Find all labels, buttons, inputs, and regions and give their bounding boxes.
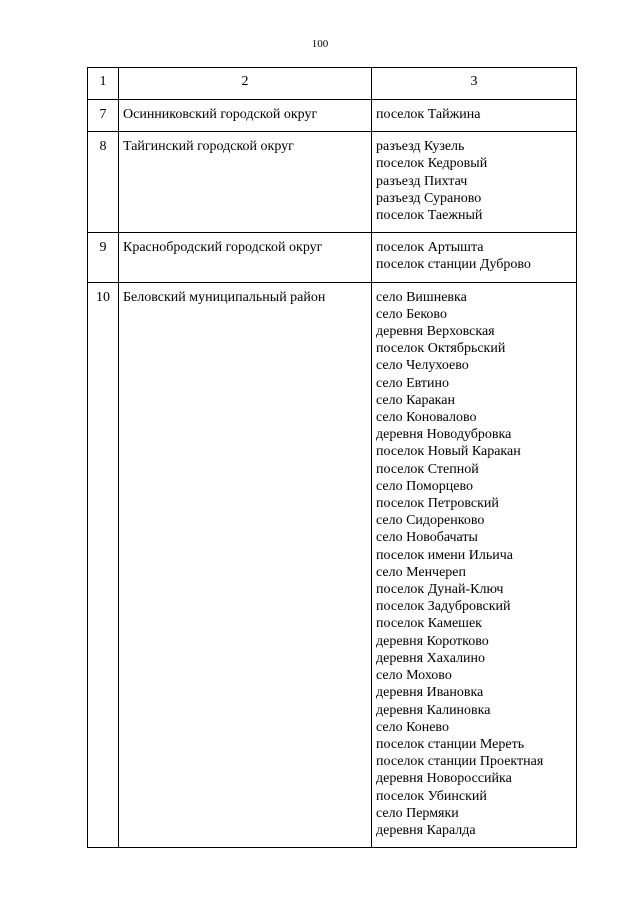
table-header-row [88, 68, 577, 100]
settlement-item: село Челухоево [376, 358, 469, 374]
district-name-cell: Краснобродский городской округ [119, 233, 372, 282]
settlement-item: поселок Тайжина [376, 107, 481, 122]
settlement-item: поселок Дунай-Ключ [376, 582, 504, 598]
settlement-item: разъезд Сураново [376, 190, 482, 206]
settlement-item: село Конево [376, 719, 449, 735]
table-body [88, 100, 577, 848]
settlements-cell [372, 132, 577, 233]
settlement-item: деревня Хахалино [376, 650, 486, 666]
settlement-item: село Каракан [376, 392, 455, 408]
settlement-item: село Коновалово [376, 410, 477, 426]
table-row [88, 100, 577, 132]
settlement-item: разъезд Кузель [376, 139, 465, 155]
row-number-cell: 7 [88, 100, 119, 132]
settlement-item: село Евтино [376, 375, 450, 391]
settlement-item: деревня Верховская [376, 324, 495, 340]
column-header-number: 1 [88, 68, 119, 100]
settlement-item: поселок Таежный [376, 208, 483, 224]
settlement-item: село Вишневка [376, 289, 467, 305]
settlement-item: деревня Новороссийка [376, 771, 512, 787]
settlement-item: поселок имени Ильича [376, 547, 514, 563]
settlement-item: поселок Степной [376, 461, 479, 477]
page-number: 100 [311, 38, 329, 50]
settlement-item: поселок Убинский [376, 788, 487, 804]
column-header-district: 2 [119, 68, 372, 100]
settlements-cell [372, 282, 577, 848]
settlements-table [87, 67, 577, 848]
settlement-item: поселок станции Дуброво [376, 257, 531, 273]
settlement-item: поселок Кедровый [376, 156, 488, 172]
table-row [88, 282, 577, 848]
table-row [88, 233, 577, 282]
settlement-item: поселок Петровский [376, 496, 499, 512]
settlement-item: деревня Каралда [376, 822, 476, 838]
settlement-item: поселок Артышта [376, 240, 484, 256]
settlement-item: поселок Камешек [376, 616, 482, 632]
settlements-cell [372, 233, 577, 282]
settlement-item: село Поморцево [376, 478, 474, 494]
settlement-item: село Беково [376, 306, 447, 322]
settlement-item: село Новобачаты [376, 530, 478, 546]
settlement-item: деревня Новодубровка [376, 427, 512, 443]
table-row [88, 132, 577, 233]
row-number-cell: 10 [88, 282, 119, 848]
row-number-cell: 9 [88, 233, 119, 282]
settlement-item: село Мохово [376, 668, 452, 684]
settlements-cell [372, 100, 577, 132]
settlement-item: село Пермяки [376, 805, 459, 821]
settlement-item: деревня Ивановка [376, 685, 484, 701]
settlement-item: поселок Задубровский [376, 599, 511, 615]
settlement-item: село Сидоренково [376, 513, 485, 529]
column-header-settlements: 3 [372, 68, 577, 100]
settlement-item: поселок Новый Каракан [376, 444, 521, 460]
settlement-item: деревня Калиновка [376, 702, 491, 718]
settlement-item: деревня Коротково [376, 633, 489, 649]
settlement-item: поселок станции Мереть [376, 736, 525, 752]
settlement-item: поселок станции Проектная [376, 754, 544, 770]
settlement-item: разъезд Пихтач [376, 173, 468, 189]
district-name-cell: Тайгинский городской округ [119, 132, 372, 233]
settlement-item: поселок Октябрьский [376, 341, 506, 357]
settlement-item: село Менчереп [376, 564, 467, 580]
district-name-cell: Осинниковский городской округ [119, 100, 372, 132]
row-number-cell: 8 [88, 132, 119, 233]
district-name-cell: Беловский муниципальный район [119, 282, 372, 848]
